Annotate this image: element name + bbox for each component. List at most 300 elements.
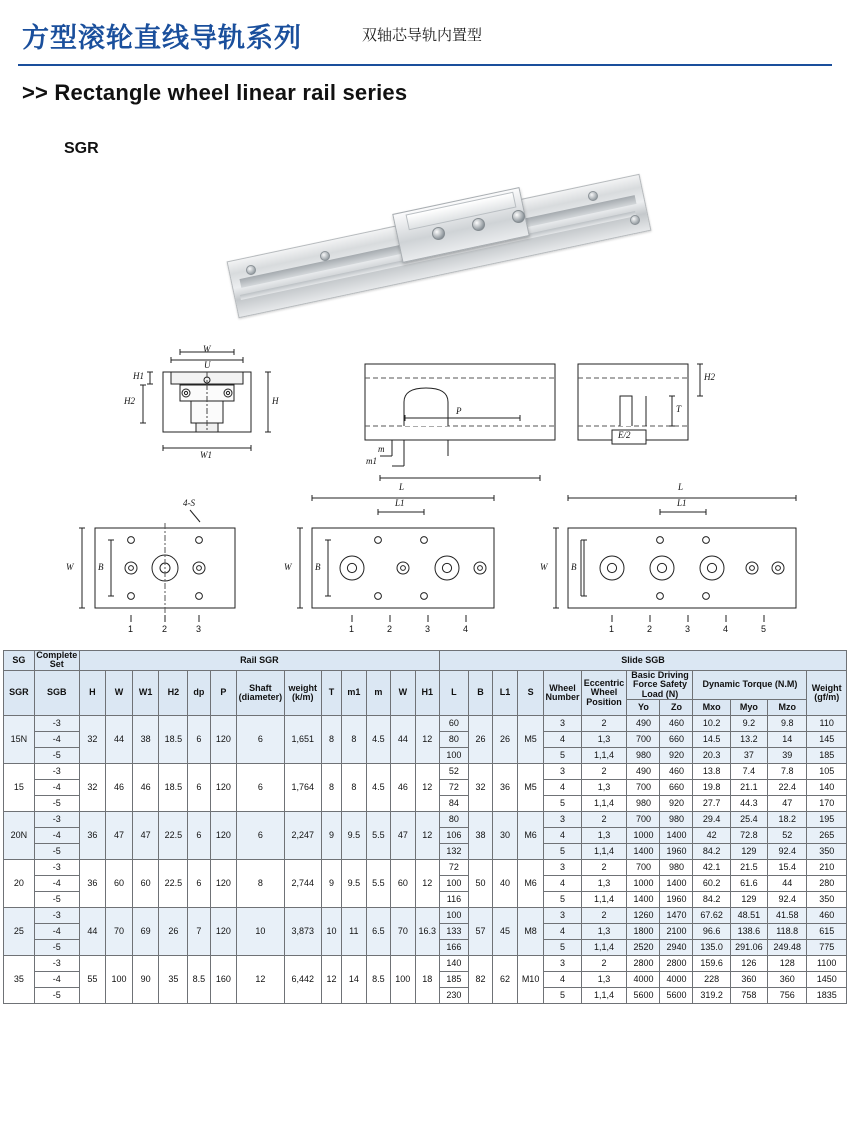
- dim-label-W: W: [203, 344, 211, 354]
- cell-m: 4.5: [366, 716, 390, 764]
- col-shaft: Shaft (diameter): [237, 670, 284, 715]
- cell-weight_slide: 110: [807, 716, 847, 732]
- cell-s: M8: [517, 908, 544, 956]
- cell-wheel_number: 5: [544, 940, 581, 956]
- cell-weight_slide: 210: [807, 860, 847, 876]
- cell-wheel_number: 4: [544, 972, 581, 988]
- cell-l1: 26: [493, 716, 517, 764]
- cell-m: 6.5: [366, 908, 390, 956]
- col-w1: W1: [132, 670, 159, 715]
- table-row: [4, 908, 847, 924]
- cell-s: M10: [517, 956, 544, 1004]
- cell-w1: 38: [132, 716, 159, 764]
- cell-mzo: 14: [768, 732, 807, 748]
- cell-mzo: 9.8: [768, 716, 807, 732]
- cell-wheel_number: 4: [544, 732, 581, 748]
- cell-wheel_number: 3: [544, 860, 581, 876]
- cell-yo: 1800: [627, 924, 660, 940]
- col-h: H: [79, 670, 106, 715]
- cell-yo: 700: [627, 780, 660, 796]
- cell-wheel_number: 3: [544, 764, 581, 780]
- cell-h1: 12: [415, 716, 439, 764]
- cell-t: 9: [321, 812, 341, 860]
- cell-zo: 2800: [660, 956, 693, 972]
- cell-mzo: 92.4: [768, 892, 807, 908]
- callout-2-v2: 2: [387, 624, 393, 634]
- cell-wheel_number: 5: [544, 988, 581, 1004]
- cell-mzo: 41.58: [768, 908, 807, 924]
- cell-mxo: 42.1: [693, 860, 730, 876]
- cell-zo: 1960: [660, 844, 693, 860]
- dim-label-U: U: [204, 360, 211, 370]
- cell-myo: 9.2: [730, 716, 767, 732]
- cell-l1: 30: [493, 812, 517, 860]
- cell-myo: 44.3: [730, 796, 767, 812]
- cell-mxo: 14.5: [693, 732, 730, 748]
- cell-m: 5.5: [366, 860, 390, 908]
- cell-h: 44: [79, 908, 106, 956]
- cell-mzo: 18.2: [768, 812, 807, 828]
- cell-zo: 2100: [660, 924, 693, 940]
- cell-myo: 21.1: [730, 780, 767, 796]
- cell-p: 120: [210, 764, 237, 812]
- cell-w: 46: [106, 764, 133, 812]
- cell-sgr: 15: [4, 764, 35, 812]
- cell-w_slide: 100: [391, 956, 415, 1004]
- callout-4-v3: 4: [723, 624, 729, 634]
- cell-l: 100: [440, 876, 469, 892]
- col-wheel-number: Wheel Number: [544, 670, 581, 715]
- col-dp: dp: [188, 670, 210, 715]
- dim-label-H2b: H2: [704, 372, 715, 382]
- cell-shaft: 6: [237, 812, 284, 860]
- cell-mxo: 19.8: [693, 780, 730, 796]
- cell-dp: 6: [188, 764, 210, 812]
- table-header-row: [4, 670, 847, 699]
- col-group-rail: Rail SGR: [79, 651, 439, 671]
- table-group-header-row: [4, 651, 847, 671]
- cell-l1: 36: [493, 764, 517, 812]
- cell-yo: 1400: [627, 892, 660, 908]
- cell-sgr: 20: [4, 860, 35, 908]
- dim-label-W-v3: W: [540, 562, 548, 572]
- cell-w1: 69: [132, 908, 159, 956]
- cell-l: 230: [440, 988, 469, 1004]
- cell-h1: 12: [415, 860, 439, 908]
- cell-sgb: -4: [34, 972, 79, 988]
- col-l: L: [440, 670, 469, 715]
- cell-wheel_number: 5: [544, 748, 581, 764]
- cell-yo: 5600: [627, 988, 660, 1004]
- cell-mxo: 96.6: [693, 924, 730, 940]
- cell-p: 120: [210, 716, 237, 764]
- callout-1-v3: 1: [609, 624, 615, 634]
- cell-eccentric: 2: [581, 812, 627, 828]
- callout-3-v3: 3: [685, 624, 691, 634]
- cell-l: 52: [440, 764, 469, 780]
- page-header: [0, 0, 850, 157]
- cell-t: 8: [321, 716, 341, 764]
- callout-1-v1: 1: [128, 624, 134, 634]
- dim-label-E2: E/2: [618, 430, 631, 440]
- cell-wheel_number: 4: [544, 828, 581, 844]
- cell-b: 50: [468, 860, 492, 908]
- cell-l: 140: [440, 956, 469, 972]
- col-group-sg: SG: [4, 651, 35, 671]
- cell-dp: 6: [188, 716, 210, 764]
- cell-mxo: 228: [693, 972, 730, 988]
- cell-shaft: 10: [237, 908, 284, 956]
- dim-label-4S: 4-S: [183, 498, 195, 508]
- cell-yo: 1000: [627, 828, 660, 844]
- cell-myo: 48.51: [730, 908, 767, 924]
- col-mzo: Mzo: [768, 700, 807, 716]
- cell-m: 5.5: [366, 812, 390, 860]
- cell-sgb: -3: [34, 860, 79, 876]
- cell-sgb: -4: [34, 876, 79, 892]
- cell-m1: 9.5: [342, 812, 366, 860]
- cell-p: 120: [210, 908, 237, 956]
- cell-sgb: -5: [34, 940, 79, 956]
- cell-mxo: 29.4: [693, 812, 730, 828]
- cell-l: 100: [440, 908, 469, 924]
- drawing-svg: [0, 330, 850, 640]
- cell-m1: 11: [342, 908, 366, 956]
- callout-2-v1: 2: [162, 624, 168, 634]
- cell-mxo: 84.2: [693, 844, 730, 860]
- col-slide-weight: Weight (gf/m): [807, 670, 847, 715]
- cell-yo: 980: [627, 796, 660, 812]
- cell-weight_rail: 3,873: [284, 908, 321, 956]
- cell-weight_slide: 775: [807, 940, 847, 956]
- cell-eccentric: 1,1,4: [581, 988, 627, 1004]
- table-row: [4, 860, 847, 876]
- cell-myo: 37: [730, 748, 767, 764]
- cell-h2: 35: [159, 956, 188, 1004]
- col-t: T: [321, 670, 341, 715]
- cell-mxo: 60.2: [693, 876, 730, 892]
- cell-sgb: -3: [34, 908, 79, 924]
- callout-3-v1: 3: [196, 624, 202, 634]
- cell-shaft: 12: [237, 956, 284, 1004]
- cell-weight_rail: 1,651: [284, 716, 321, 764]
- rail-screw-icon: [320, 251, 330, 261]
- cell-mzo: 118.8: [768, 924, 807, 940]
- cell-yo: 700: [627, 860, 660, 876]
- cell-yo: 980: [627, 748, 660, 764]
- cell-mzo: 22.4: [768, 780, 807, 796]
- cell-sgb: -5: [34, 988, 79, 1004]
- table-row: [4, 716, 847, 732]
- cell-mzo: 47: [768, 796, 807, 812]
- cell-weight_slide: 1835: [807, 988, 847, 1004]
- cell-wheel_number: 3: [544, 956, 581, 972]
- cell-zo: 460: [660, 716, 693, 732]
- col-sgr: SGR: [4, 670, 35, 715]
- cell-h: 32: [79, 716, 106, 764]
- cell-zo: 660: [660, 732, 693, 748]
- cell-sgb: -4: [34, 924, 79, 940]
- cell-b: 82: [468, 956, 492, 1004]
- cell-eccentric: 1,3: [581, 780, 627, 796]
- rail-screw-icon: [246, 265, 256, 275]
- cell-myo: 7.4: [730, 764, 767, 780]
- callout-2-v3: 2: [647, 624, 653, 634]
- cell-eccentric: 1,1,4: [581, 748, 627, 764]
- cell-wheel_number: 3: [544, 908, 581, 924]
- col-zo: Zo: [660, 700, 693, 716]
- cell-eccentric: 1,1,4: [581, 796, 627, 812]
- cell-m1: 8: [342, 716, 366, 764]
- wheel-hole-icon: [432, 227, 445, 240]
- col-p: P: [210, 670, 237, 715]
- cell-weight_slide: 280: [807, 876, 847, 892]
- dim-label-T: T: [676, 404, 682, 414]
- cell-weight_rail: 2,247: [284, 812, 321, 860]
- cell-weight_rail: 6,442: [284, 956, 321, 1004]
- col-yo: Yo: [627, 700, 660, 716]
- dim-label-m1: m1: [366, 456, 377, 466]
- col-rail-weight: weight (k/m): [284, 670, 321, 715]
- cell-w: 70: [106, 908, 133, 956]
- cell-l: 166: [440, 940, 469, 956]
- cell-l1: 45: [493, 908, 517, 956]
- cell-t: 10: [321, 908, 341, 956]
- cell-h: 55: [79, 956, 106, 1004]
- specification-table-wrapper: [3, 650, 847, 1004]
- cell-l1: 40: [493, 860, 517, 908]
- cell-yo: 490: [627, 716, 660, 732]
- cell-yo: 1400: [627, 844, 660, 860]
- cell-eccentric: 1,3: [581, 924, 627, 940]
- col-w-slide: W: [391, 670, 415, 715]
- cell-eccentric: 1,3: [581, 876, 627, 892]
- cell-w: 47: [106, 812, 133, 860]
- cell-sgb: -5: [34, 844, 79, 860]
- cell-w_slide: 44: [391, 716, 415, 764]
- cell-dp: 8.5: [188, 956, 210, 1004]
- cell-sgb: -5: [34, 796, 79, 812]
- cell-eccentric: 1,3: [581, 828, 627, 844]
- table-row: [4, 956, 847, 972]
- cell-sgr: 35: [4, 956, 35, 1004]
- cell-h2: 22.5: [159, 860, 188, 908]
- cell-eccentric: 1,1,4: [581, 940, 627, 956]
- cell-yo: 490: [627, 764, 660, 780]
- cell-eccentric: 2: [581, 908, 627, 924]
- cell-mxo: 42: [693, 828, 730, 844]
- cell-weight_slide: 195: [807, 812, 847, 828]
- cell-l: 60: [440, 716, 469, 732]
- cell-myo: 291.06: [730, 940, 767, 956]
- cell-h: 36: [79, 860, 106, 908]
- cell-weight_slide: 350: [807, 844, 847, 860]
- cell-h1: 12: [415, 764, 439, 812]
- cell-zo: 980: [660, 860, 693, 876]
- table-row: [4, 812, 847, 828]
- cell-sgb: -4: [34, 828, 79, 844]
- cell-myo: 21.5: [730, 860, 767, 876]
- cell-s: M5: [517, 764, 544, 812]
- col-l1: L1: [493, 670, 517, 715]
- cell-weight_slide: 1100: [807, 956, 847, 972]
- cell-zo: 460: [660, 764, 693, 780]
- col-w: W: [106, 670, 133, 715]
- cell-mxo: 84.2: [693, 892, 730, 908]
- col-m1: m1: [342, 670, 366, 715]
- cell-l: 72: [440, 780, 469, 796]
- cell-w: 60: [106, 860, 133, 908]
- cell-sgb: -5: [34, 748, 79, 764]
- cell-eccentric: 1,3: [581, 732, 627, 748]
- cell-weight_slide: 145: [807, 732, 847, 748]
- cell-mzo: 92.4: [768, 844, 807, 860]
- cell-yo: 1000: [627, 876, 660, 892]
- col-mxo: Mxo: [693, 700, 730, 716]
- cell-yo: 1260: [627, 908, 660, 924]
- cell-h2: 26: [159, 908, 188, 956]
- dim-label-W-v2: W: [284, 562, 292, 572]
- cell-h1: 18: [415, 956, 439, 1004]
- cell-zo: 980: [660, 812, 693, 828]
- cell-zo: 4000: [660, 972, 693, 988]
- cell-myo: 61.6: [730, 876, 767, 892]
- cell-t: 8: [321, 764, 341, 812]
- cell-eccentric: 2: [581, 956, 627, 972]
- cell-eccentric: 1,1,4: [581, 892, 627, 908]
- page-subtitle-chinese: 双轴芯导轨内置型: [362, 26, 483, 44]
- cell-h1: 12: [415, 812, 439, 860]
- cell-mxo: 319.2: [693, 988, 730, 1004]
- cell-weight_rail: 1,764: [284, 764, 321, 812]
- cell-sgb: -3: [34, 764, 79, 780]
- cell-p: 120: [210, 860, 237, 908]
- cell-weight_slide: 185: [807, 748, 847, 764]
- cell-eccentric: 2: [581, 764, 627, 780]
- series-code: SGR: [64, 140, 99, 157]
- cell-wheel_number: 3: [544, 812, 581, 828]
- col-group-slide: Slide SGB: [440, 651, 847, 671]
- table-head: [4, 651, 847, 716]
- cell-b: 38: [468, 812, 492, 860]
- col-group-complete-set: Complete Set: [36, 650, 78, 670]
- col-group-basic-driving: Basic Driving Force Safety Load (N): [627, 670, 693, 699]
- table-body: [4, 716, 847, 1004]
- cell-l: 72: [440, 860, 469, 876]
- cell-wheel_number: 3: [544, 716, 581, 732]
- cell-sgb: -3: [34, 716, 79, 732]
- cell-p: 160: [210, 956, 237, 1004]
- cell-eccentric: 1,3: [581, 972, 627, 988]
- cell-sgr: 20N: [4, 812, 35, 860]
- cell-mzo: 52: [768, 828, 807, 844]
- cell-w_slide: 46: [391, 764, 415, 812]
- header-divider: [18, 64, 832, 66]
- cell-mxo: 135.0: [693, 940, 730, 956]
- cell-l: 84: [440, 796, 469, 812]
- cell-weight_slide: 105: [807, 764, 847, 780]
- cell-h: 36: [79, 812, 106, 860]
- cell-s: M6: [517, 860, 544, 908]
- cell-eccentric: 2: [581, 860, 627, 876]
- cell-mxo: 13.8: [693, 764, 730, 780]
- cell-myo: 129: [730, 844, 767, 860]
- cell-yo: 4000: [627, 972, 660, 988]
- cell-sgb: -5: [34, 892, 79, 908]
- cell-shaft: 6: [237, 764, 284, 812]
- cell-w_slide: 60: [391, 860, 415, 908]
- cell-l: 80: [440, 732, 469, 748]
- dim-label-H1: H1: [133, 371, 144, 381]
- cell-sgb: -4: [34, 732, 79, 748]
- cell-mzo: 756: [768, 988, 807, 1004]
- cell-myo: 129: [730, 892, 767, 908]
- col-m: m: [366, 670, 390, 715]
- cell-yo: 700: [627, 732, 660, 748]
- dim-label-W1: W1: [200, 450, 212, 460]
- cell-sgb: -4: [34, 780, 79, 796]
- cell-w1: 90: [132, 956, 159, 1004]
- cell-mxo: 20.3: [693, 748, 730, 764]
- dim-label-L1-v2: L1: [395, 498, 405, 508]
- cell-wheel_number: 5: [544, 796, 581, 812]
- cell-sgb: -3: [34, 812, 79, 828]
- cell-weight_slide: 140: [807, 780, 847, 796]
- specification-table: [3, 650, 847, 1004]
- cell-sgr: 15N: [4, 716, 35, 764]
- cell-mzo: 39: [768, 748, 807, 764]
- col-eccentric-wheel-position: Eccentric Wheel Position: [581, 670, 627, 715]
- cell-w1: 46: [132, 764, 159, 812]
- dim-label-L1-v3: L1: [677, 498, 687, 508]
- col-h1: H1: [415, 670, 439, 715]
- col-h2: H2: [159, 670, 188, 715]
- cell-wheel_number: 5: [544, 844, 581, 860]
- cell-dp: 6: [188, 812, 210, 860]
- cell-h2: 22.5: [159, 812, 188, 860]
- dim-label-B-v1: B: [98, 562, 104, 572]
- dim-label-P: P: [456, 406, 462, 416]
- cell-shaft: 6: [237, 716, 284, 764]
- cell-w1: 47: [132, 812, 159, 860]
- dim-label-B-v3: B: [571, 562, 577, 572]
- product-photo: [200, 165, 670, 310]
- cell-b: 26: [468, 716, 492, 764]
- cell-w_slide: 70: [391, 908, 415, 956]
- technical-drawings: [0, 330, 850, 640]
- cell-myo: 25.4: [730, 812, 767, 828]
- cell-l: 116: [440, 892, 469, 908]
- cell-shaft: 8: [237, 860, 284, 908]
- cell-l: 132: [440, 844, 469, 860]
- cell-h2: 18.5: [159, 716, 188, 764]
- cell-mzo: 44: [768, 876, 807, 892]
- cell-zo: 920: [660, 796, 693, 812]
- cell-m: 8.5: [366, 956, 390, 1004]
- dim-label-H2: H2: [124, 396, 135, 406]
- cell-mzo: 249.48: [768, 940, 807, 956]
- cell-weight_slide: 615: [807, 924, 847, 940]
- cell-l: 106: [440, 828, 469, 844]
- cell-wheel_number: 4: [544, 924, 581, 940]
- cell-myo: 13.2: [730, 732, 767, 748]
- cell-w_slide: 47: [391, 812, 415, 860]
- cell-yo: 700: [627, 812, 660, 828]
- wheel-hole-icon: [512, 210, 525, 223]
- cell-b: 32: [468, 764, 492, 812]
- cell-weight_slide: 170: [807, 796, 847, 812]
- cell-yo: 2800: [627, 956, 660, 972]
